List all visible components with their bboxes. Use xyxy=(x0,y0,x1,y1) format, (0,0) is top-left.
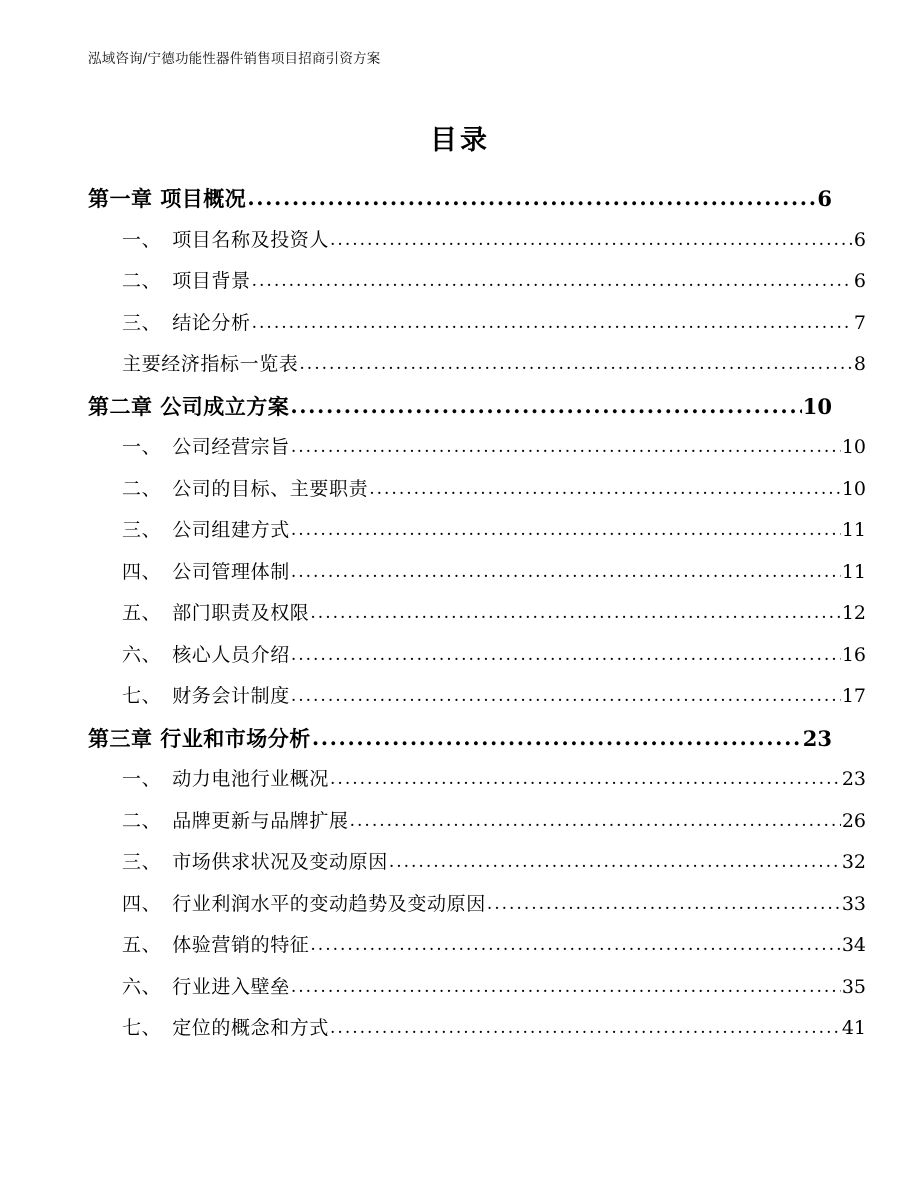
toc-chapter-entry[interactable] xyxy=(88,183,832,225)
toc-entry-number: 二、 xyxy=(122,809,162,832)
toc-entry-label xyxy=(122,308,251,335)
toc-leader-dots xyxy=(290,393,801,418)
toc-entry-text: 核心人员介绍 xyxy=(172,643,290,666)
toc-entry-label xyxy=(122,598,309,625)
toc-entry-text: 体验营销的特征 xyxy=(172,934,310,956)
toc-section-entry[interactable] xyxy=(88,847,866,889)
toc-entry-label xyxy=(122,681,290,708)
toc-entry-label xyxy=(122,806,349,833)
toc-entry-text: 项目名称及投资人 xyxy=(172,228,330,251)
toc-page-number: 8 xyxy=(853,353,866,375)
toc-entry-label xyxy=(122,515,290,542)
toc-section-entry[interactable] xyxy=(88,474,866,516)
toc-entry-text: 主要经济指标一览表 xyxy=(122,353,299,375)
toc-page-number: 34 xyxy=(841,934,866,956)
toc-section-entry[interactable] xyxy=(88,598,866,640)
toc-page-number: 17 xyxy=(841,685,866,707)
toc-entry-label xyxy=(122,1013,329,1040)
toc-entry-label xyxy=(88,183,246,213)
toc-entry-text: 部门职责及权限 xyxy=(172,602,310,624)
toc-entry-number: 五、 xyxy=(122,934,162,956)
toc-entry-text: 第三章 行业和市场分析 xyxy=(88,725,311,751)
toc-leader-dots xyxy=(312,725,802,750)
toc-section-entry[interactable] xyxy=(88,640,866,682)
toc-leader-dots xyxy=(291,977,841,997)
toc-section-entry[interactable] xyxy=(88,266,866,308)
toc-entry-text: 市场供求状况及变动原因 xyxy=(172,851,388,873)
toc-entry-number: 三、 xyxy=(122,851,162,873)
toc-entry-label xyxy=(122,889,486,916)
toc-leader-dots xyxy=(291,520,841,540)
toc-page-number: 6 xyxy=(853,228,866,251)
toc-entry-text: 行业进入壁垒 xyxy=(172,975,290,998)
toc-leader-dots xyxy=(291,437,841,457)
toc-entry-number: 五、 xyxy=(122,602,162,624)
toc-entry-number: 一、 xyxy=(122,436,162,458)
toc-page-number: 23 xyxy=(841,768,866,790)
toc-section-entry[interactable] xyxy=(88,972,866,1014)
toc-page-number: 41 xyxy=(841,1017,866,1039)
toc-page-number: 6 xyxy=(817,186,832,211)
toc-entry-label xyxy=(122,557,290,584)
toc-entry-number: 二、 xyxy=(122,477,162,500)
toc-page-number: 10 xyxy=(841,436,866,458)
toc-entry-label xyxy=(122,225,329,252)
toc-section-entry[interactable] xyxy=(88,225,866,267)
toc-section-entry[interactable] xyxy=(88,557,866,599)
toc-section-entry[interactable] xyxy=(88,432,866,474)
toc-leader-dots xyxy=(330,230,853,250)
toc-entry-text: 动力电池行业概况 xyxy=(172,768,330,790)
toc-leader-dots xyxy=(310,935,840,955)
toc-entry-label xyxy=(88,723,311,753)
toc-entry-number: 三、 xyxy=(122,311,162,334)
toc-chapter-entry[interactable] xyxy=(88,723,832,765)
toc-leader-dots xyxy=(310,603,840,623)
toc-page-number: 16 xyxy=(841,643,866,666)
toc-entry-number: 七、 xyxy=(122,685,162,707)
toc-leader-dots xyxy=(330,1018,841,1038)
toc-page-number: 6 xyxy=(853,270,866,292)
toc-page-number: 33 xyxy=(841,892,866,915)
toc-leader-dots xyxy=(389,852,841,872)
toc-page-number: 11 xyxy=(841,560,866,583)
toc-section-entry[interactable] xyxy=(88,930,866,972)
toc-entry-label xyxy=(122,474,368,501)
toc-page-number: 11 xyxy=(841,519,866,541)
toc-entry-label xyxy=(122,972,290,999)
toc-leader-dots xyxy=(247,185,816,210)
toc-entry-text: 公司的目标、主要职责 xyxy=(172,477,369,500)
toc-entry-label xyxy=(88,391,289,421)
toc-entry-number: 一、 xyxy=(122,768,162,790)
toc-entry-number: 二、 xyxy=(122,270,162,292)
toc-entry-label xyxy=(122,432,290,459)
toc-leader-dots xyxy=(330,769,841,789)
toc-entry-text: 品牌更新与品牌扩展 xyxy=(172,809,349,832)
toc-leader-dots xyxy=(369,479,841,499)
toc-entry-text: 第一章 项目概况 xyxy=(88,186,247,211)
toc-leader-dots xyxy=(299,354,853,374)
running-header: 泓域咨询/宁德功能性器件销售项目招商引资方案 xyxy=(88,51,381,67)
toc-entry-label xyxy=(122,266,251,293)
toc-entry-number: 四、 xyxy=(122,560,162,583)
toc-page-number: 10 xyxy=(841,477,866,500)
toc-section-entry[interactable] xyxy=(88,308,866,350)
toc-section-entry[interactable] xyxy=(88,889,866,931)
toc-section-entry[interactable] xyxy=(88,806,866,848)
toc-chapter-entry[interactable] xyxy=(88,391,832,433)
toc-entry-text: 财务会计制度 xyxy=(172,685,290,707)
toc-entry-text: 定位的概念和方式 xyxy=(172,1017,330,1039)
toc-leader-dots xyxy=(252,271,853,291)
toc-entry-text: 公司组建方式 xyxy=(172,519,290,541)
toc-leader-dots xyxy=(291,562,841,582)
toc-leader-dots xyxy=(291,645,841,665)
toc-page-number: 23 xyxy=(802,725,832,751)
toc-entry-text: 项目背景 xyxy=(172,270,251,292)
table-of-contents xyxy=(88,183,866,1055)
toc-section-entry[interactable] xyxy=(88,681,866,723)
toc-page-number: 7 xyxy=(853,311,866,334)
toc-entry-text: 结论分析 xyxy=(172,311,251,334)
toc-section-entry[interactable] xyxy=(88,1013,866,1055)
toc-entry-number: 七、 xyxy=(122,1017,162,1039)
toc-entry-text: 公司经营宗旨 xyxy=(172,436,290,458)
toc-entry-text: 第二章 公司成立方案 xyxy=(88,393,290,419)
toc-section-entry[interactable] xyxy=(88,764,866,806)
toc-page-number: 26 xyxy=(841,809,866,832)
toc-entry-label xyxy=(122,764,329,791)
toc-page-number: 35 xyxy=(841,975,866,998)
toc-entry-label xyxy=(122,640,290,667)
toc-leader-dots xyxy=(252,313,853,333)
toc-entry-number: 六、 xyxy=(122,975,162,998)
toc-entry-number: 三、 xyxy=(122,519,162,541)
toc-page-number: 10 xyxy=(802,393,832,419)
toc-page-number: 12 xyxy=(841,602,866,624)
toc-section-entry[interactable] xyxy=(88,515,866,557)
toc-entry-label xyxy=(122,847,388,874)
toc-leader-dots xyxy=(350,811,841,831)
toc-entry-number: 六、 xyxy=(122,643,162,666)
toc-entry-label xyxy=(122,349,298,376)
toc-entry-text: 公司管理体制 xyxy=(172,560,290,583)
toc-leader-dots xyxy=(487,894,841,914)
toc-entry-number: 一、 xyxy=(122,228,162,251)
toc-entry-text: 行业利润水平的变动趋势及变动原因 xyxy=(172,892,486,915)
page-title: 目录 xyxy=(430,125,490,156)
toc-section-entry[interactable] xyxy=(88,349,866,391)
toc-entry-number: 四、 xyxy=(122,892,162,915)
toc-page-number: 32 xyxy=(841,851,866,873)
toc-leader-dots xyxy=(291,686,841,706)
toc-entry-label xyxy=(122,930,309,957)
